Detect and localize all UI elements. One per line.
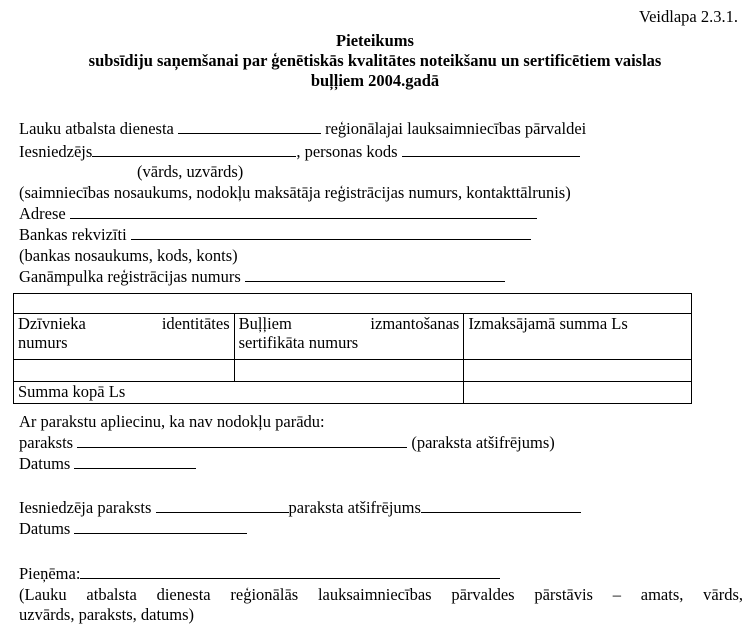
- applicant-decode-label: paraksta atšifrējums: [288, 498, 421, 517]
- form-number: Veidlapa 2.3.1.: [639, 7, 738, 26]
- declaration-signature-line: [19, 433, 555, 452]
- applicant-decode-field[interactable]: [421, 498, 581, 513]
- table-total-row: [14, 382, 692, 404]
- accepted-field[interactable]: [80, 564, 500, 579]
- subsidy-table: [13, 293, 692, 404]
- applicant-name-field[interactable]: [92, 142, 296, 157]
- bank-hint: (bankas nosaukums, kods, konts): [19, 246, 238, 265]
- table-row: [14, 360, 692, 382]
- declaration-date-label: Datums: [19, 454, 71, 473]
- herd-field[interactable]: [245, 267, 505, 282]
- table-header-amount: Izmaksājamā summa Ls: [464, 314, 692, 360]
- name-hint: (vārds, uzvārds): [137, 162, 244, 181]
- table-cell[interactable]: [234, 360, 464, 382]
- applicant-signature-line: [19, 498, 581, 517]
- table-cell: [14, 294, 692, 314]
- table-header-row: [14, 314, 692, 360]
- applicant-date-field[interactable]: [74, 519, 247, 534]
- personal-code-label: , personas kods: [296, 142, 398, 161]
- herd-line: [19, 267, 505, 286]
- service-prefix: Lauku atbalsta dienesta: [19, 119, 174, 138]
- service-line: [19, 119, 586, 138]
- table-header-certificate: Buļļiem izmantošanas sertifikāta numurs: [234, 314, 464, 360]
- accepted-line: [19, 564, 500, 583]
- applicant-label: Iesniedzējs: [19, 142, 93, 161]
- declaration-statement: Ar parakstu apliecinu, ka nav nodokļu parādu:: [19, 412, 325, 431]
- applicant-signature-label: Iesniedzēja paraksts: [19, 498, 152, 517]
- declaration-date-field[interactable]: [74, 454, 196, 469]
- applicant-date-line: [19, 519, 247, 538]
- table-total-label: Summa kopā Ls: [14, 382, 464, 404]
- region-field[interactable]: [178, 119, 321, 134]
- herd-label: Ganāmpulka reģistrācijas numurs: [19, 267, 241, 286]
- accepted-hint-line1: (Lauku atbalsta dienesta reģionālās lauksaimniecības pārvaldes pārstāvis – amats, vārds,: [19, 585, 743, 604]
- bank-label: Bankas rekvizīti: [19, 225, 127, 244]
- address-label: Adrese: [19, 204, 66, 223]
- declaration-signature-label: paraksts: [19, 433, 74, 452]
- table-cell[interactable]: [464, 360, 692, 382]
- form-subtitle-line2: buļļiem 2004.gadā: [310, 71, 440, 90]
- bank-field[interactable]: [131, 225, 531, 240]
- accepted-label: Pieņēma:: [19, 564, 81, 583]
- accepted-hint-line2: uzvārds, paraksts, datums): [19, 605, 195, 624]
- form-title: Pieteikums: [336, 31, 414, 50]
- address-field[interactable]: [70, 204, 537, 219]
- table-header-blank-row: [14, 294, 692, 314]
- service-suffix: reģionālajai lauksaimniecības pārvaldei: [325, 119, 587, 138]
- table-header-animal-id: Dzīvnieka identitātes numurs: [14, 314, 235, 360]
- applicant-date-label: Datums: [19, 519, 71, 538]
- personal-code-field[interactable]: [402, 142, 580, 157]
- table-cell[interactable]: [14, 360, 235, 382]
- address-line: [19, 204, 537, 223]
- applicant-signature-field[interactable]: [156, 498, 289, 513]
- company-hint: (saimniecības nosaukums, nodokļu maksātāja reģistrācijas numurs, kontakttālrunis): [19, 183, 571, 202]
- declaration-date-line: [19, 454, 196, 473]
- form-subtitle-line1: subsīdiju saņemšanai par ģenētiskās kvalitātes noteikšanu un sertificētiem vaislas: [88, 51, 662, 70]
- bank-line: [19, 225, 531, 244]
- applicant-line: [19, 142, 580, 161]
- declaration-decode-label: (paraksta atšifrējums): [411, 433, 555, 452]
- table-total-value[interactable]: [464, 382, 692, 404]
- declaration-signature-field[interactable]: [77, 433, 407, 448]
